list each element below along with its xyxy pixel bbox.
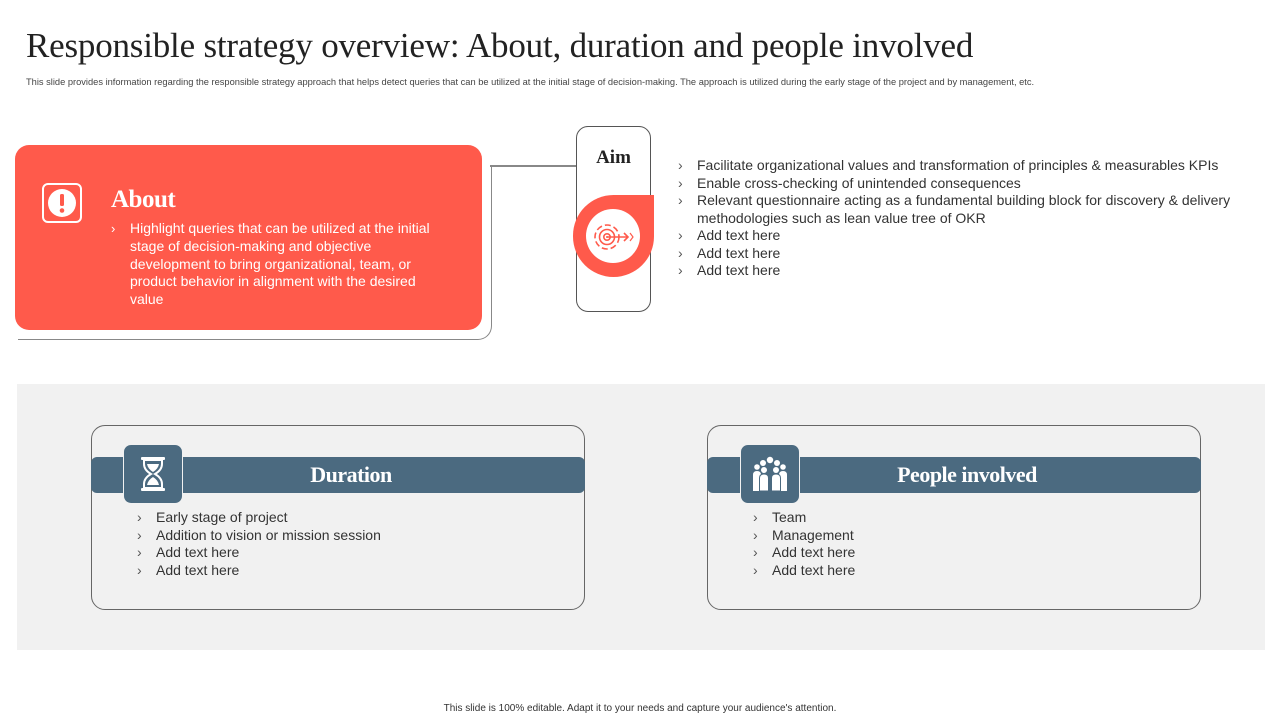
about-heading: About bbox=[111, 186, 176, 213]
list-item: › Facilitate organizational values and transformation of principles & measurables KPIs bbox=[678, 157, 1258, 175]
list-item: › Team bbox=[753, 509, 1153, 527]
about-aim-connector bbox=[490, 165, 578, 167]
list-item: › Enable cross-checking of unintended consequences bbox=[678, 175, 1258, 193]
group-icon bbox=[751, 455, 789, 493]
people-badge bbox=[740, 444, 800, 504]
people-list bbox=[753, 509, 1153, 580]
list-item: › Add text here bbox=[137, 562, 537, 580]
aim-list bbox=[678, 157, 1258, 280]
hourglass-icon bbox=[134, 455, 172, 493]
list-item: › Addition to vision or mission session bbox=[137, 527, 537, 545]
about-bullet-chevron: › bbox=[111, 221, 116, 236]
slide-title: Responsible strategy overview: About, duration and people involved bbox=[26, 26, 974, 65]
about-text: Highlight queries that can be utilized at the initial stage of decision-making and objective development to bring organizational, team, or product behavior in alignment with the desired value bbox=[130, 220, 430, 308]
list-item: › Add text here bbox=[678, 245, 1258, 263]
exclamation-icon bbox=[42, 183, 82, 223]
aim-label: Aim bbox=[596, 147, 631, 168]
list-item: › Add text here bbox=[753, 562, 1153, 580]
list-item: › Early stage of project bbox=[137, 509, 537, 527]
duration-list bbox=[137, 509, 537, 580]
duration-title: Duration bbox=[310, 462, 392, 487]
list-item: › Add text here bbox=[753, 544, 1153, 562]
slide-footer: This slide is 100% editable. Adapt it to your needs and capture your audience's attention. bbox=[443, 703, 837, 714]
people-title: People involved bbox=[897, 462, 1037, 487]
list-item: › Add text here bbox=[678, 262, 1258, 280]
target-icon bbox=[592, 220, 634, 254]
list-item: › Add text here bbox=[678, 227, 1258, 245]
duration-badge bbox=[123, 444, 183, 504]
slide-subtitle: This slide provides information regarding the responsible strategy approach that helps detect queries that can be utilized at the initial stage of decision-making. The approach is utilized during the early stage of the project and by management, etc. bbox=[26, 77, 1035, 87]
list-item: › Add text here bbox=[137, 544, 537, 562]
list-item: › Relevant questionnaire acting as a fundamental building block for discovery & delivery methodologies such as lean value tree of OKR bbox=[678, 192, 1258, 227]
list-item: › Management bbox=[753, 527, 1153, 545]
